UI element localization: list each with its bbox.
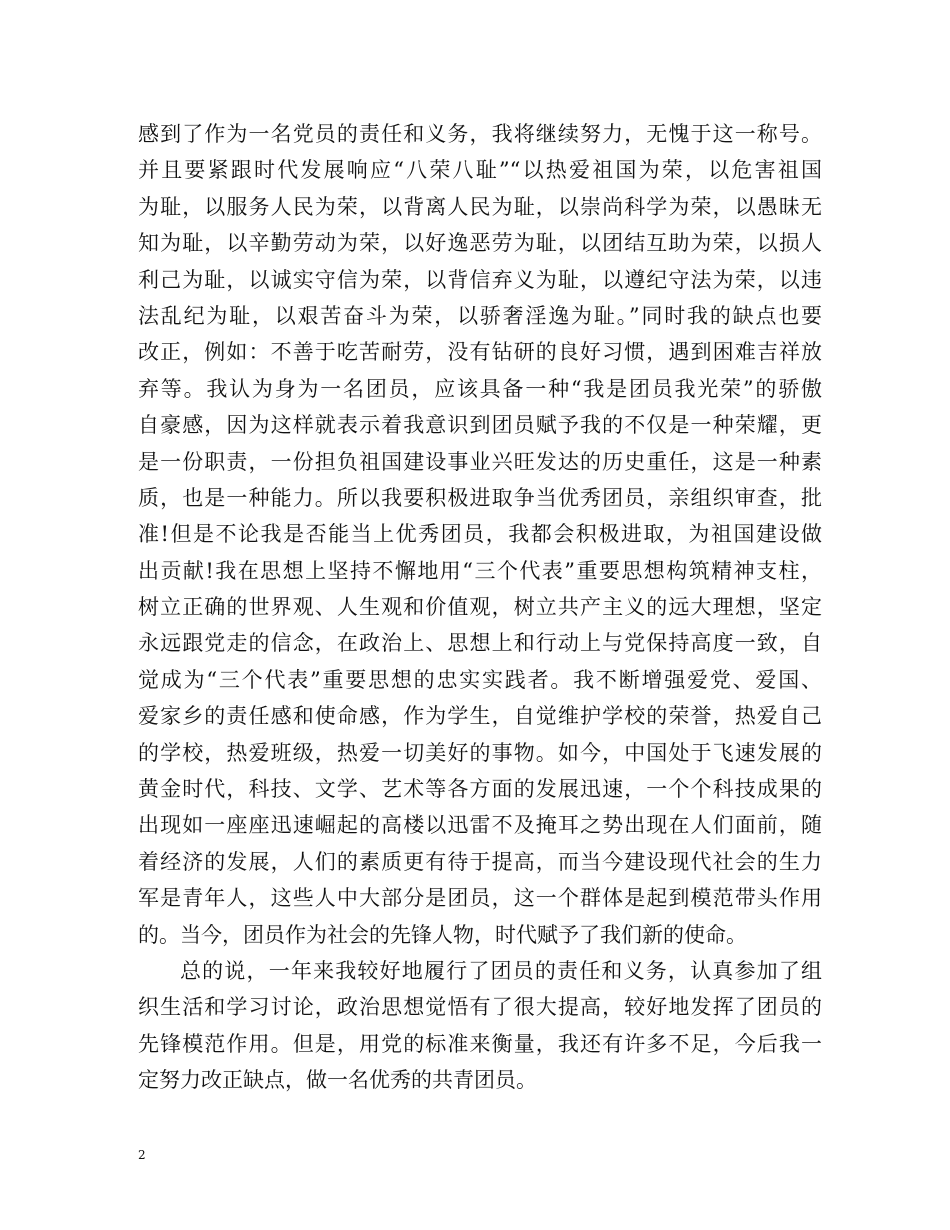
- text-line: 定努力改正缺点，做一名优秀的共青团员。: [138, 1068, 537, 1093]
- body-text: [138, 116, 822, 1099]
- text-line: 爱家乡的责任感和使命感，作为学生，自觉维护学校的荣誉，热爱自己: [138, 704, 822, 729]
- paragraph: [138, 116, 822, 953]
- text-line: 质，也是一种能力。所以我要积极进取争当优秀团员，亲组织审查，批: [138, 485, 822, 510]
- text-line: 并且要紧跟时代发展响应“八荣八耻”“以热爱祖国为荣，以危害祖国: [138, 158, 822, 183]
- text-line: 出现如一座座迅速崛起的高楼以迅雷不及掩耳之势出现在人们面前，随: [138, 813, 822, 838]
- text-line: 着经济的发展，人们的素质更有待于提高，而当今建设现代社会的生力: [138, 849, 822, 874]
- text-line: 感到了作为一名党员的责任和义务，我将继续努力，无愧于这一称号。: [138, 122, 822, 146]
- page-number: 2: [138, 1148, 146, 1162]
- text-line: 的学校，热爱班级，热爱一切美好的事物。如今，中国处于飞速发展的: [138, 740, 822, 765]
- text-line: 军是青年人，这些人中大部分是团员，这一个群体是起到模范带头作用: [138, 886, 822, 911]
- text-line: 弃等。我认为身为一名团员，应该具备一种“我是团员我光荣”的骄傲: [138, 376, 822, 401]
- text-line: 改正，例如：不善于吃苦耐劳，没有钻研的良好习惯，遇到困难吉祥放: [138, 340, 822, 365]
- text-line: 知为耻，以辛勤劳动为荣，以好逸恶劳为耻，以团结互助为荣，以损人: [138, 231, 822, 256]
- text-line: 出贡献!我在思想上坚持不懈地用“三个代表”重要思想构筑精神支柱，: [138, 558, 822, 583]
- text-line: 法乱纪为耻，以艰苦奋斗为荣，以骄奢淫逸为耻。”同时我的缺点也要: [138, 303, 822, 328]
- text-line: 黄金时代，科技、文学、艺术等各方面的发展迅速，一个个科技成果的: [138, 777, 822, 802]
- text-line: 织生活和学习讨论，政治思想觉悟有了很大提高，较好地发挥了团员的: [138, 995, 822, 1020]
- text-line: 树立正确的世界观、人生观和价值观，树立共产主义的远大理想，坚定: [138, 595, 822, 620]
- text-line: 的。当今，团员作为社会的先锋人物，时代赋予了我们新的使命。: [138, 922, 747, 947]
- text-line: 永远跟党走的信念，在政治上、思想上和行动上与党保持高度一致，自: [138, 631, 822, 656]
- text-line: 利己为耻，以诚实守信为荣，以背信弃义为耻，以遵纪守法为荣，以违: [138, 267, 822, 292]
- paragraph: [138, 953, 822, 1099]
- text-line: 是一份职责，一份担负祖国建设事业兴旺发达的历史重任，这是一种素: [138, 449, 822, 474]
- text-line: 觉成为“三个代表”重要思想的忠实实践者。我不断增强爱党、爱国、: [138, 667, 822, 692]
- text-line: 准!但是不论我是否能当上优秀团员，我都会积极进取，为祖国建设做: [138, 522, 822, 547]
- text-line: 自豪感，因为这样就表示着我意识到团员赋予我的不仅是一种荣耀，更: [138, 413, 822, 438]
- text-line: 为耻，以服务人民为荣，以背离人民为耻，以崇尚科学为荣，以愚昧无: [138, 194, 822, 219]
- text-line: 总的说，一年来我较好地履行了团员的责任和义务，认真参加了组: [180, 958, 822, 983]
- text-line: 先锋模范作用。但是，用党的标准来衡量，我还有许多不足，今后我一: [138, 1031, 822, 1056]
